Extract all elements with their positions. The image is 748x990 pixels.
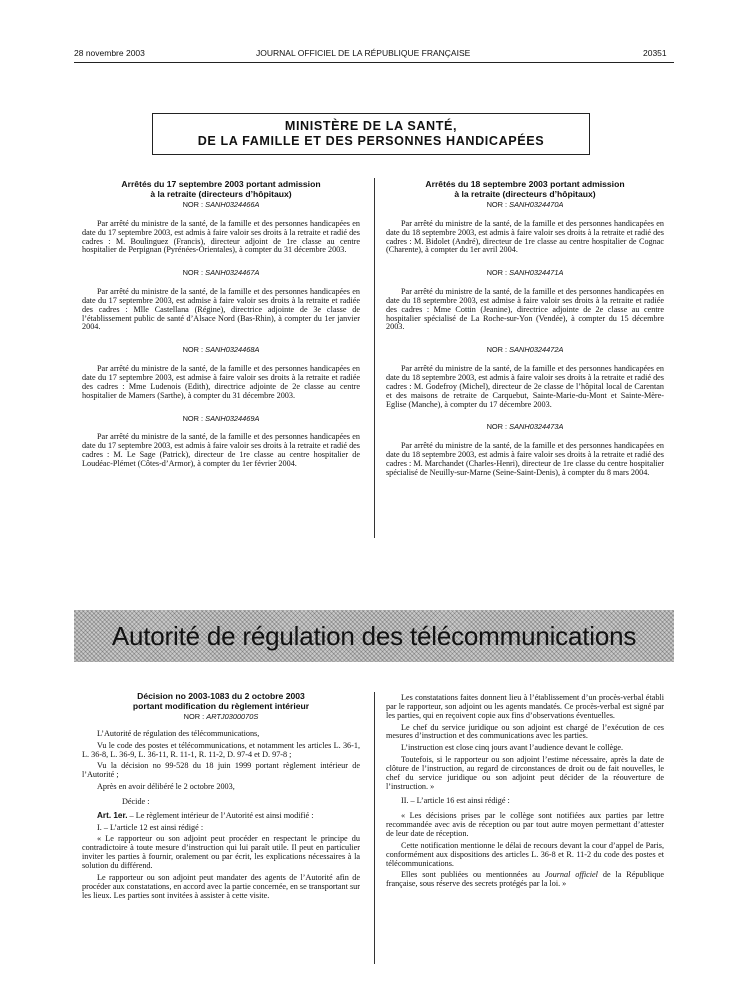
nor-reference <box>386 201 664 210</box>
authority-banner <box>74 610 674 662</box>
text-segment: de la République française, sous réserve des secrets protégés par la loi. » <box>386 870 664 889</box>
nor-code: SANH0324468A <box>205 345 260 355</box>
article-text: – Le règlement intérieur de l’Autorité est ainsi modifié : <box>129 810 314 820</box>
quoted-paragraph: « Les décisions prises par le collège sont notifiées aux parties par lettre recommandée avec avis de réception ou par tout autre moyen permettant d’attester de leur date de réception. <box>386 811 664 838</box>
left-top-column <box>82 180 360 469</box>
nor-label: NOR : <box>486 345 508 355</box>
section-heading: I. – L’article 12 est ainsi rédigé : <box>97 822 204 832</box>
ministry-title-line1: MINISTÈRE DE LA SANTÉ, <box>284 119 458 133</box>
arrete-paragraph: Par arrêté du ministre de la santé, de la famille et des personnes handicapées en date du 17 septembre 2003, est admis à faire valoir ses droits à la retraite et radié des cadres : M. Boulinguez (Francis), directeur adjoint de 1re classe au centre hospitalier de Perpignan (Pyrénées-Orientales), à compter du 31 décembre 2003. <box>82 218 360 255</box>
decision-column <box>82 692 360 903</box>
arrete-paragraph: Par arrêté du ministre de la santé, de la famille et des personnes handicapées en date du 18 septembre 2003, est admis à faire valoir ses droits à la retraite et radié des cadres : M. Bidolet (André), directeur de 1re classe au centre hospitalier de Cognac (Charente), à compter du 1er avril 2004. <box>386 218 664 255</box>
decide-label: Décide : <box>122 796 150 806</box>
quoted-paragraph <box>386 871 664 889</box>
nor-code: SANH0324469A <box>205 413 260 423</box>
arrete-paragraph: Par arrêté du ministre de la santé, de la famille et des personnes handicapées en date du 18 septembre 2003, est admis à faire valoir ses droits à la retraite et radié des cadres : M. Godefroy (Michel), directeur de 2e classe de l’hôpital local de Carentan et des maisons de retraite de Carquebut, Sainte-Marie-du-Mont et Sainte-Mère-Eglise (Manche), à compter du 17 décembre 2003. <box>386 364 664 409</box>
header-date: 28 novembre 2003 <box>74 48 145 58</box>
nor-label: NOR : <box>182 345 204 355</box>
decision-title-line2: portant modification du règlement intérieur <box>132 700 310 711</box>
decision-paragraph: Les constatations faites donnent lieu à l’établissement d’un procès-verbal établi par le rapporteur, son adjoint ou les agents mandatés. Ce procès-verbal est signé par les parties, qui en reçoivent copie aux fins d’observations éventuelles. <box>386 693 664 720</box>
nor-reference <box>82 346 360 355</box>
ministry-title-line2: DE LA FAMILLE ET DES PERSONNES HANDICAPÉES <box>197 134 545 148</box>
decision-continuation-column <box>386 694 664 892</box>
arrete-paragraph: Par arrêté du ministre de la santé, de la famille et des personnes handicapées en date du 18 septembre 2003, est admis à faire valoir ses droits à la retraite et radié des cadres : M. Marchandet (Charles-Henri), directeur de 1re classe du centre hospitalier spécialisé de Neuilly-sur-Marne (Seine-Saint-Denis), à compter du 8 mars 2004. <box>386 441 664 477</box>
arrete-paragraph: Par arrêté du ministre de la santé, de la famille et des personnes handicapées en date du 17 septembre 2003, est admise à faire valoir ses droits à la retraite et radiée des cadres : Mlle Castellana (Régine), directrice adjointe de 3e classe de l’établissement public de santé d’Alsace Nord (Bas-Rhin), à compter du 1er janvier 2004. <box>82 287 360 332</box>
nor-label: NOR : <box>182 268 204 278</box>
quoted-paragraph: Cette notification mentionne le délai de recours devant la cour d’appel de Paris, conformément aux dispositions des articles L. 36-8 et R. 11-2 du code des postes et télécommunications. <box>386 840 664 868</box>
column-separator <box>374 178 375 538</box>
arrete-paragraph: Par arrêté du ministre de la santé, de la famille et des personnes handicapées en date du 18 septembre 2003, est admise à faire valoir ses droits à la retraite et radiée des cadres : Mme Cottin (Jeanine), directrice adjointe de 2e classe au centre hospitalier spécialisé de La Roche-sur-Yon (Vendée), à compter du 15 décembre 2003. <box>386 287 664 332</box>
decision-paragraph: L’Autorité de régulation des télécommunications, <box>97 728 260 738</box>
quoted-paragraph: « Le rapporteur ou son adjoint peut procéder en respectant le principe du contradictoire à toute mesure d’instruction qui lui paraît utile. Il peut en particulier inviter les parties à fournir, oralement ou par écrit, les explications nécessaires à la solution du différend. <box>82 834 360 870</box>
journal-officiel-italic: Journal officiel <box>544 870 598 880</box>
decision-paragraph: Toutefois, si le rapporteur ou son adjoint l’estime nécessaire, après la date de clôture de l’instruction, au regard de circonstances de droit ou de fait nouvelles, le chef du service juridique ou son adjoint peut décider de la réouverture de l’instruction. » <box>386 755 664 791</box>
nor-label: NOR : <box>182 200 204 209</box>
nor-reference <box>82 201 360 210</box>
column-separator <box>374 692 375 964</box>
nor-reference <box>82 713 360 722</box>
nor-code: ARTJ0300070S <box>206 712 259 721</box>
header-page-number: 20351 <box>643 48 667 58</box>
quoted-paragraph: Le rapporteur ou son adjoint peut mandater des agents de l’Autorité afin de procéder aux constatations, en accord avec la partie concernée, en se transportant sur les lieux. Les parties sont invitées à assister à cette visite. <box>82 872 360 900</box>
nor-reference <box>82 415 360 424</box>
left-top-title-line2: à la retraite (directeurs d’hôpitaux) <box>150 188 292 199</box>
nor-reference <box>386 269 664 278</box>
decision-paragraph: Vu la décision no 99-528 du 18 juin 1999 portant règlement intérieur de l’Autorité ; <box>82 761 360 780</box>
decision-paragraph: Vu le code des postes et télécommunications, et notamment les articles L. 36-1, L. 36-8, L. 36-9, L. 36-11, R. 11-1, R. 11-2, D. 97-4 et D. 97-8 ; <box>82 740 360 759</box>
decision-title-line1: Décision no 2003-1083 du 2 octobre 2003 <box>137 691 305 701</box>
nor-label: NOR : <box>486 422 508 432</box>
nor-code: SANH0324470A <box>509 200 564 209</box>
right-top-title-line1: Arrêtés du 18 septembre 2003 portant admission <box>425 179 625 189</box>
arrete-paragraph: Par arrêté du ministre de la santé, de la famille et des personnes handicapées en date du 17 septembre 2003, est admise à faire valoir ses droits à la retraite et radiée des cadres : Mme Ludenois (Edith), directrice adjointe de 2e classe au centre hospitalier de Mamers (Sarthe), à compter du 31 décembre 2003. <box>82 364 360 400</box>
nor-label: NOR : <box>182 413 204 423</box>
nor-code: SANH0324467A <box>205 268 260 278</box>
nor-code: SANH0324466A <box>205 200 260 209</box>
decision-paragraph: Après en avoir délibéré le 2 octobre 2003, <box>97 782 235 792</box>
decision-paragraph: Le chef du service juridique ou son adjoint est chargé de l’exécution de ces mesures d’instruction et des communications avec les parties. <box>386 722 664 741</box>
decision-paragraph: L’instruction est close cinq jours avant l’audience devant le collège. <box>401 743 624 753</box>
nor-reference <box>386 346 664 355</box>
banner-title: Autorité de régulation des télécommunications <box>111 621 637 651</box>
left-top-title-line1: Arrêtés du 17 septembre 2003 portant admission <box>121 179 321 189</box>
right-top-title-line2: à la retraite (directeurs d’hôpitaux) <box>454 188 596 199</box>
arrete-paragraph: Par arrêté du ministre de la santé, de la famille et des personnes handicapées en date du 17 septembre 2003, est admis à faire valoir ses droits à la retraite et radié des cadres : M. Le Sage (Patrick), directeur de 1re classe au centre hospitalier de Loudéac-Plémet (Côtes-d’Armor), à compter du 1er février 2004. <box>82 432 360 468</box>
nor-reference <box>386 423 664 432</box>
header-rule <box>74 62 674 63</box>
article-label: Art. 1er. <box>97 810 128 820</box>
right-top-column <box>386 180 664 478</box>
nor-label: NOR : <box>183 712 205 721</box>
nor-label: NOR : <box>486 268 508 278</box>
article-paragraph <box>82 812 360 821</box>
section-heading: II. – L’article 16 est ainsi rédigé : <box>401 796 510 806</box>
nor-code: SANH0324472A <box>509 345 564 355</box>
text-segment: Elles sont publiées ou mentionnées au <box>401 870 545 880</box>
ministry-heading-box <box>152 113 590 155</box>
nor-code: SANH0324473A <box>509 422 564 432</box>
nor-label: NOR : <box>486 200 508 209</box>
nor-code: SANH0324471A <box>509 268 564 278</box>
nor-reference <box>82 269 360 278</box>
header-journal: JOURNAL OFFICIEL DE LA RÉPUBLIQUE FRANÇAISE <box>256 48 471 58</box>
